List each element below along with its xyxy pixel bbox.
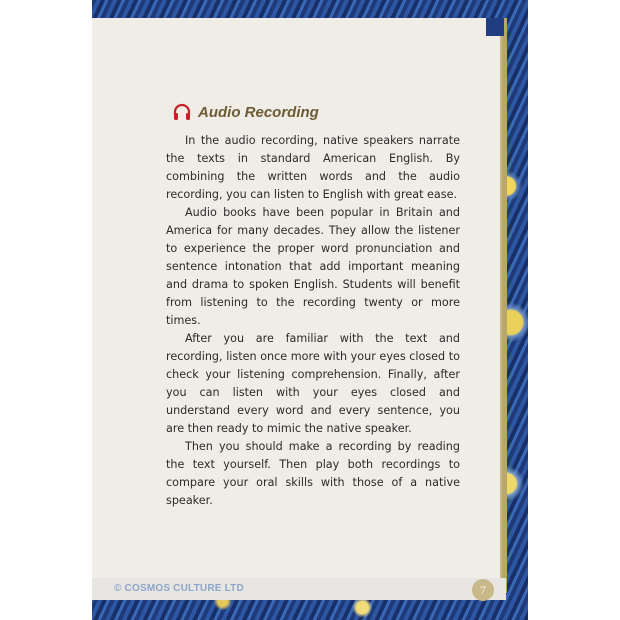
paragraph: Then you should make a recording by reading the text yourself. Then play both recordings to compare your oral skills with those of a native speaker. bbox=[166, 440, 460, 507]
headphones-icon bbox=[172, 102, 192, 122]
page-number: 7 bbox=[472, 579, 494, 601]
paragraph: After you are familiar with the text and recording, listen once more with your eyes closed to check your listening comprehension. Finally, after you can listen with your eyes closed and understand every word and every sentence, you are then ready to mimic the native speaker. bbox=[166, 332, 460, 435]
section-heading bbox=[172, 102, 319, 122]
paragraph: Audio books have been popular in Britain and America for many decades. They allow the listener to experience the proper word pronunciation and sentence intonation that add important meaning and drama to spoken English. Students will benefit from listening to the recording twenty or more times. bbox=[166, 206, 460, 327]
paragraph: In the audio recording, native speakers narrate the texts in standard American English. By combining the written words and the audio recording, you can listen to English with great ease. bbox=[166, 134, 460, 201]
copyright-text: © COSMOS CULTURE LTD bbox=[114, 583, 244, 594]
body-text bbox=[166, 132, 460, 510]
section-title: Audio Recording bbox=[198, 103, 319, 121]
panel-corner-notch bbox=[486, 18, 504, 36]
